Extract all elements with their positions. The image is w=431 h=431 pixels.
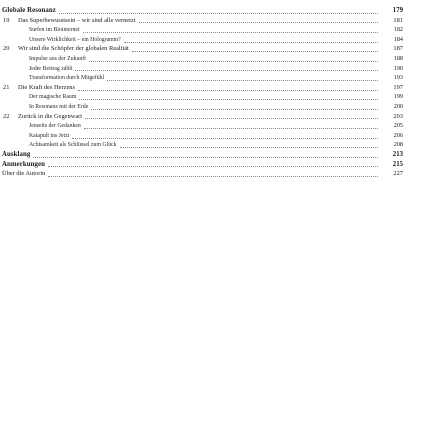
dot-leader: [89, 56, 378, 62]
subsection-title: Katapult ins Jetzt: [29, 132, 70, 139]
subsection-page: 188: [393, 54, 403, 62]
dot-leader: [79, 94, 378, 100]
dot-leader: [72, 133, 378, 139]
subsection-page: 206: [393, 131, 403, 139]
toc-subsection-row[interactable]: [2, 131, 403, 141]
subsection-title: Impulse aus der Zukunft: [29, 55, 86, 62]
section-title: Globale Resonanz: [2, 7, 56, 14]
chapter-number: 20: [3, 45, 10, 53]
dot-leader: [48, 161, 378, 167]
dot-leader: [120, 142, 378, 148]
dot-leader: [132, 46, 378, 52]
chapter-title: Das Superbewusstsein – wir sind alle vernetzt: [18, 16, 136, 24]
backmatter-page: 227: [393, 170, 403, 178]
chapter-page: 197: [393, 83, 403, 91]
toc-backmatter-row[interactable]: [2, 169, 403, 179]
dot-leader: [84, 123, 378, 129]
dot-leader: [85, 113, 378, 119]
subsection-page: 199: [393, 93, 403, 101]
dot-leader: [78, 85, 378, 91]
toc-subsection-row[interactable]: [2, 121, 403, 131]
subsection-page: 193: [393, 74, 403, 82]
subsection-page: 184: [393, 35, 403, 43]
backmatter-page: 213: [392, 150, 403, 158]
dot-leader: [33, 152, 378, 158]
dot-leader: [75, 65, 378, 71]
chapter-title: Zurück in die Gegenwart: [18, 112, 83, 120]
subsection-page: 208: [393, 141, 403, 149]
dot-leader: [83, 27, 378, 33]
subsection-page: 205: [393, 122, 403, 130]
toc-subsection-row[interactable]: [2, 73, 403, 83]
dot-leader: [124, 37, 378, 43]
chapter-title: Wir sind die Schöpfer der globalen Realität: [18, 45, 129, 53]
subsection-title: In Resonanz mit der Erde: [29, 103, 89, 110]
toc-subsection-row[interactable]: [2, 25, 403, 35]
toc-subsection-row[interactable]: [2, 92, 403, 102]
subsection-title: Achtsamkeit als Schlüssel zum Glück: [29, 142, 117, 149]
subsection-page: 190: [393, 64, 403, 72]
dot-leader: [139, 17, 379, 23]
chapter-title: Die Kraft des Herzens: [18, 83, 75, 91]
toc-subsection-row[interactable]: [2, 54, 403, 64]
toc-backmatter-row[interactable]: [2, 150, 403, 160]
subsection-page: 200: [393, 102, 403, 110]
toc-section-row[interactable]: [2, 6, 403, 16]
toc-backmatter-row[interactable]: [2, 160, 403, 170]
toc-chapter-row[interactable]: [2, 112, 403, 122]
section-page: 179: [392, 7, 403, 14]
table-of-contents: [0, 0, 431, 179]
dot-leader: [107, 75, 378, 81]
backmatter-page: 215: [392, 160, 403, 168]
subsection-title: Surfen im Biointernet: [29, 27, 80, 34]
chapter-page: 187: [393, 45, 403, 53]
toc-subsection-row[interactable]: [2, 35, 403, 45]
chapter-number: 19: [3, 16, 10, 24]
backmatter-title: Über die Autorin: [2, 170, 46, 178]
toc-subsection-row[interactable]: [2, 140, 403, 150]
toc-subsection-row[interactable]: [2, 64, 403, 74]
subsection-title: Jeder Beitrag zählt: [29, 65, 73, 72]
subsection-title: Unsere Wirklichkeit – ein Hologramm?: [29, 36, 121, 43]
toc-subsection-row[interactable]: [2, 102, 403, 112]
dot-leader: [91, 104, 378, 110]
toc-chapter-row[interactable]: [2, 16, 403, 26]
chapter-number: 22: [3, 112, 10, 120]
chapter-page: 181: [393, 16, 403, 24]
toc-chapter-row[interactable]: [2, 44, 403, 54]
toc-chapter-row[interactable]: [2, 83, 403, 93]
subsection-page: 182: [393, 26, 403, 34]
dot-leader: [59, 8, 378, 14]
subsection-title: Jenseits der Gedanken: [29, 123, 81, 130]
backmatter-title: Anmerkungen: [2, 160, 46, 168]
chapter-number: 21: [3, 83, 10, 91]
dot-leader: [48, 171, 378, 177]
subsection-title: Transformation durch Mitgefühl: [29, 75, 105, 82]
chapter-page: 203: [393, 112, 403, 120]
backmatter-title: Ausklang: [2, 150, 31, 158]
subsection-title: Der magische Raum: [29, 94, 77, 101]
